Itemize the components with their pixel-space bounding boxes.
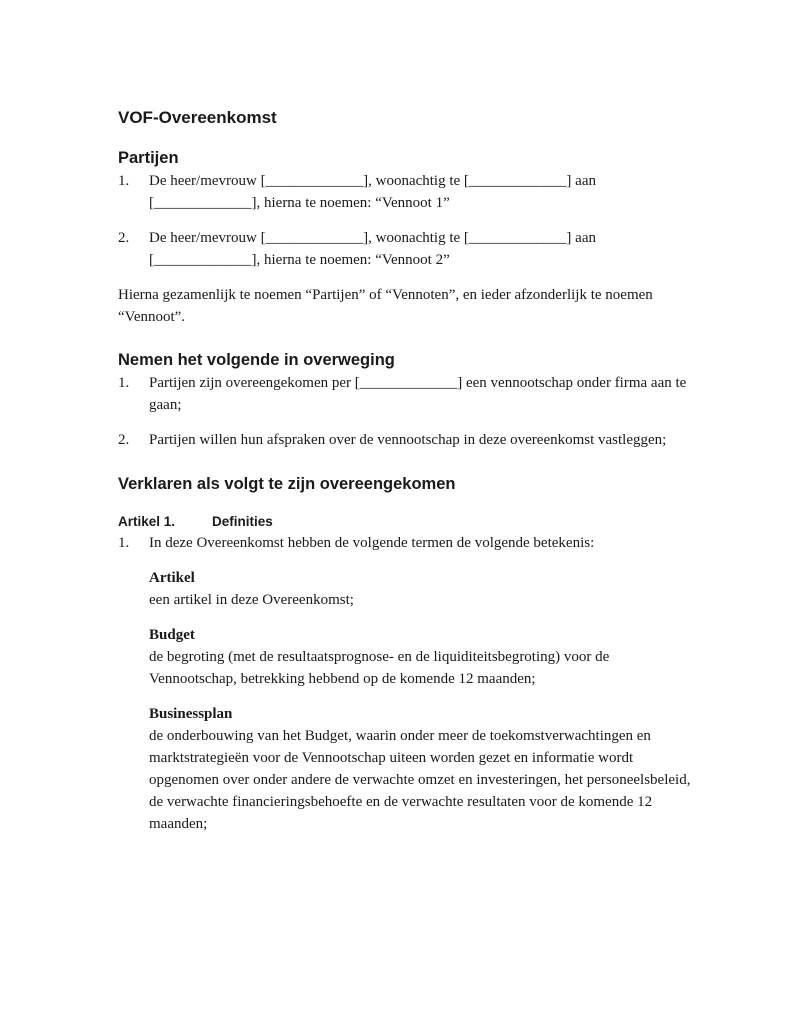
list-item-text: Partijen willen hun afspraken over de vennootschap in deze overeenkomst vastleggen; [149, 432, 667, 448]
list-item-number: 1. [118, 535, 130, 551]
definitions-intro-list [118, 532, 698, 554]
definition-budget [149, 624, 698, 690]
section-heading-overweging: Nemen het volgende in overweging [118, 351, 395, 369]
partijen-closing-paragraph: Hierna gezamenlijk te noemen “Partijen” of “Vennoten”, en ieder afzonderlijk te noemen “Vennoot”. [118, 287, 653, 325]
document-title: VOF-Overeenkomst [118, 108, 277, 127]
definition-text: de begroting (met de resultaatsprognose- en de liquiditeitsbegroting) voor de Vennootschap, betrekking hebbend op de komende 12 maanden; [149, 649, 610, 687]
artikel-heading [118, 512, 698, 532]
definition-term: Businessplan [149, 706, 233, 722]
partijen-list [118, 170, 698, 271]
overweging-list [118, 372, 698, 451]
definition-term: Budget [149, 627, 195, 643]
section-heading-partijen: Partijen [118, 149, 179, 167]
list-item [118, 429, 698, 451]
artikel-title: Definities [212, 514, 273, 529]
definition-text: de onderbouwing van het Budget, waarin onder meer de toekomstverwachtingen en marktstrategieën voor de Vennootschap uiteen worden gezet en informatie wordt opgenomen over onder andere de verwachte omzet en investeringen, het personeelsbeleid, de verwachte financieringsbehoefte en de verwachte resultaten voor de komende 12 maanden; [149, 728, 691, 832]
definition-text: een artikel in deze Overeenkomst; [149, 592, 354, 608]
definition-artikel [149, 567, 698, 611]
definition-businessplan [149, 703, 698, 835]
list-item-number: 1. [118, 173, 130, 189]
list-item-number: 1. [118, 375, 130, 391]
list-item-text: De heer/mevrouw [_____________], woonachtig te [_____________] aan [_____________], hierna te noemen: “Vennoot 2” [149, 230, 596, 268]
artikel-number: Artikel 1. [118, 514, 176, 529]
list-item-text: In deze Overeenkomst hebben de volgende termen de volgende betekenis: [149, 535, 595, 551]
list-item-number: 2. [118, 230, 130, 246]
list-item [118, 227, 698, 271]
list-item [118, 372, 698, 416]
list-item-number: 2. [118, 432, 130, 448]
list-item [118, 170, 698, 214]
definition-term: Artikel [149, 570, 195, 586]
list-item [118, 532, 698, 554]
list-item-text: De heer/mevrouw [_____________], woonachtig te [_____________] aan [_____________], hierna te noemen: “Vennoot 1” [149, 173, 596, 211]
list-item-text: Partijen zijn overeengekomen per [_____________] een vennootschap onder firma aan te gaan; [149, 375, 687, 413]
section-heading-verklaren: Verklaren als volgt te zijn overeengekomen [118, 475, 456, 493]
document-page [118, 106, 698, 835]
